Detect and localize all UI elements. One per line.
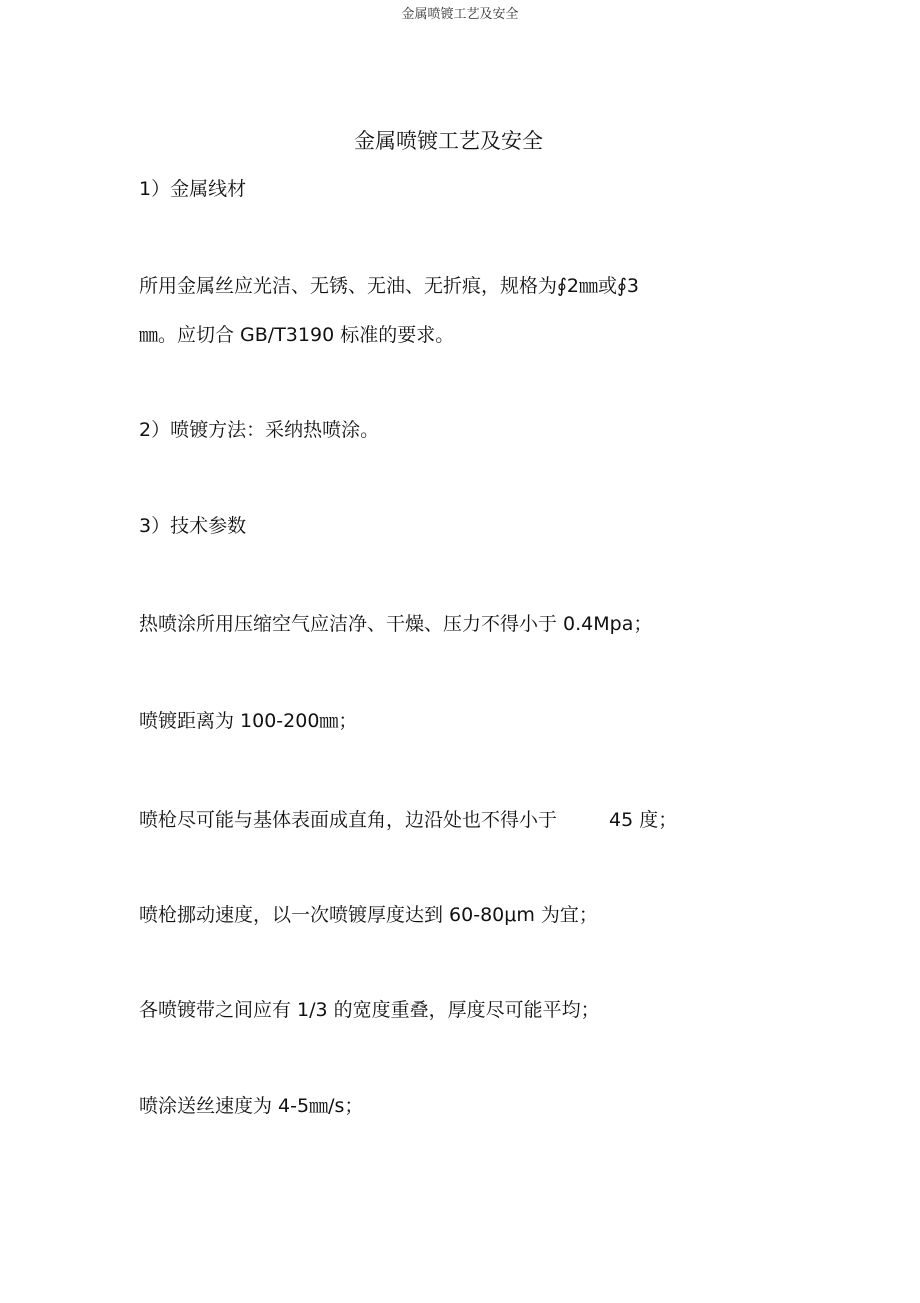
- param-gun-angle-text: 喷枪尽可能与基体表面成直角，边沿处也不得小于: [139, 809, 558, 831]
- param-gun-angle-value: 45 度；: [609, 809, 678, 831]
- section-1-paragraph-line-2: ㎜。应切合 GB/T3190 标准的要求。: [139, 324, 455, 346]
- param-overlap: 各喷镀带之间应有 1/3 的宽度重叠，厚度尽可能平均；: [139, 999, 600, 1021]
- section-1-paragraph-line-1: 所用金属丝应光洁、无锈、无油、无折痕，规格为∮2㎜或∮3: [139, 275, 639, 297]
- section-2-heading: 2）喷镀方法：采纳热喷涂。: [139, 419, 380, 441]
- section-3-heading: 3）技术参数: [139, 515, 247, 537]
- param-gun-speed: 喷枪挪动速度，以一次喷镀厚度达到 60-80μm 为宜；: [139, 904, 598, 926]
- param-compressed-air: 热喷涂所用压缩空气应洁净、干燥、压力不得小于 0.4Mpa；: [139, 613, 653, 635]
- param-gun-angle: [139, 805, 677, 832]
- param-spray-distance: 喷镀距离为 100-200㎜；: [139, 710, 358, 732]
- running-header: 金属喷镀工艺及安全: [401, 7, 519, 22]
- document-title: 金属喷镀工艺及安全: [354, 129, 543, 153]
- param-wire-feed: 喷涂送丝速度为 4-5㎜/s；: [139, 1095, 364, 1117]
- section-1-heading: 1）金属线材: [139, 178, 247, 200]
